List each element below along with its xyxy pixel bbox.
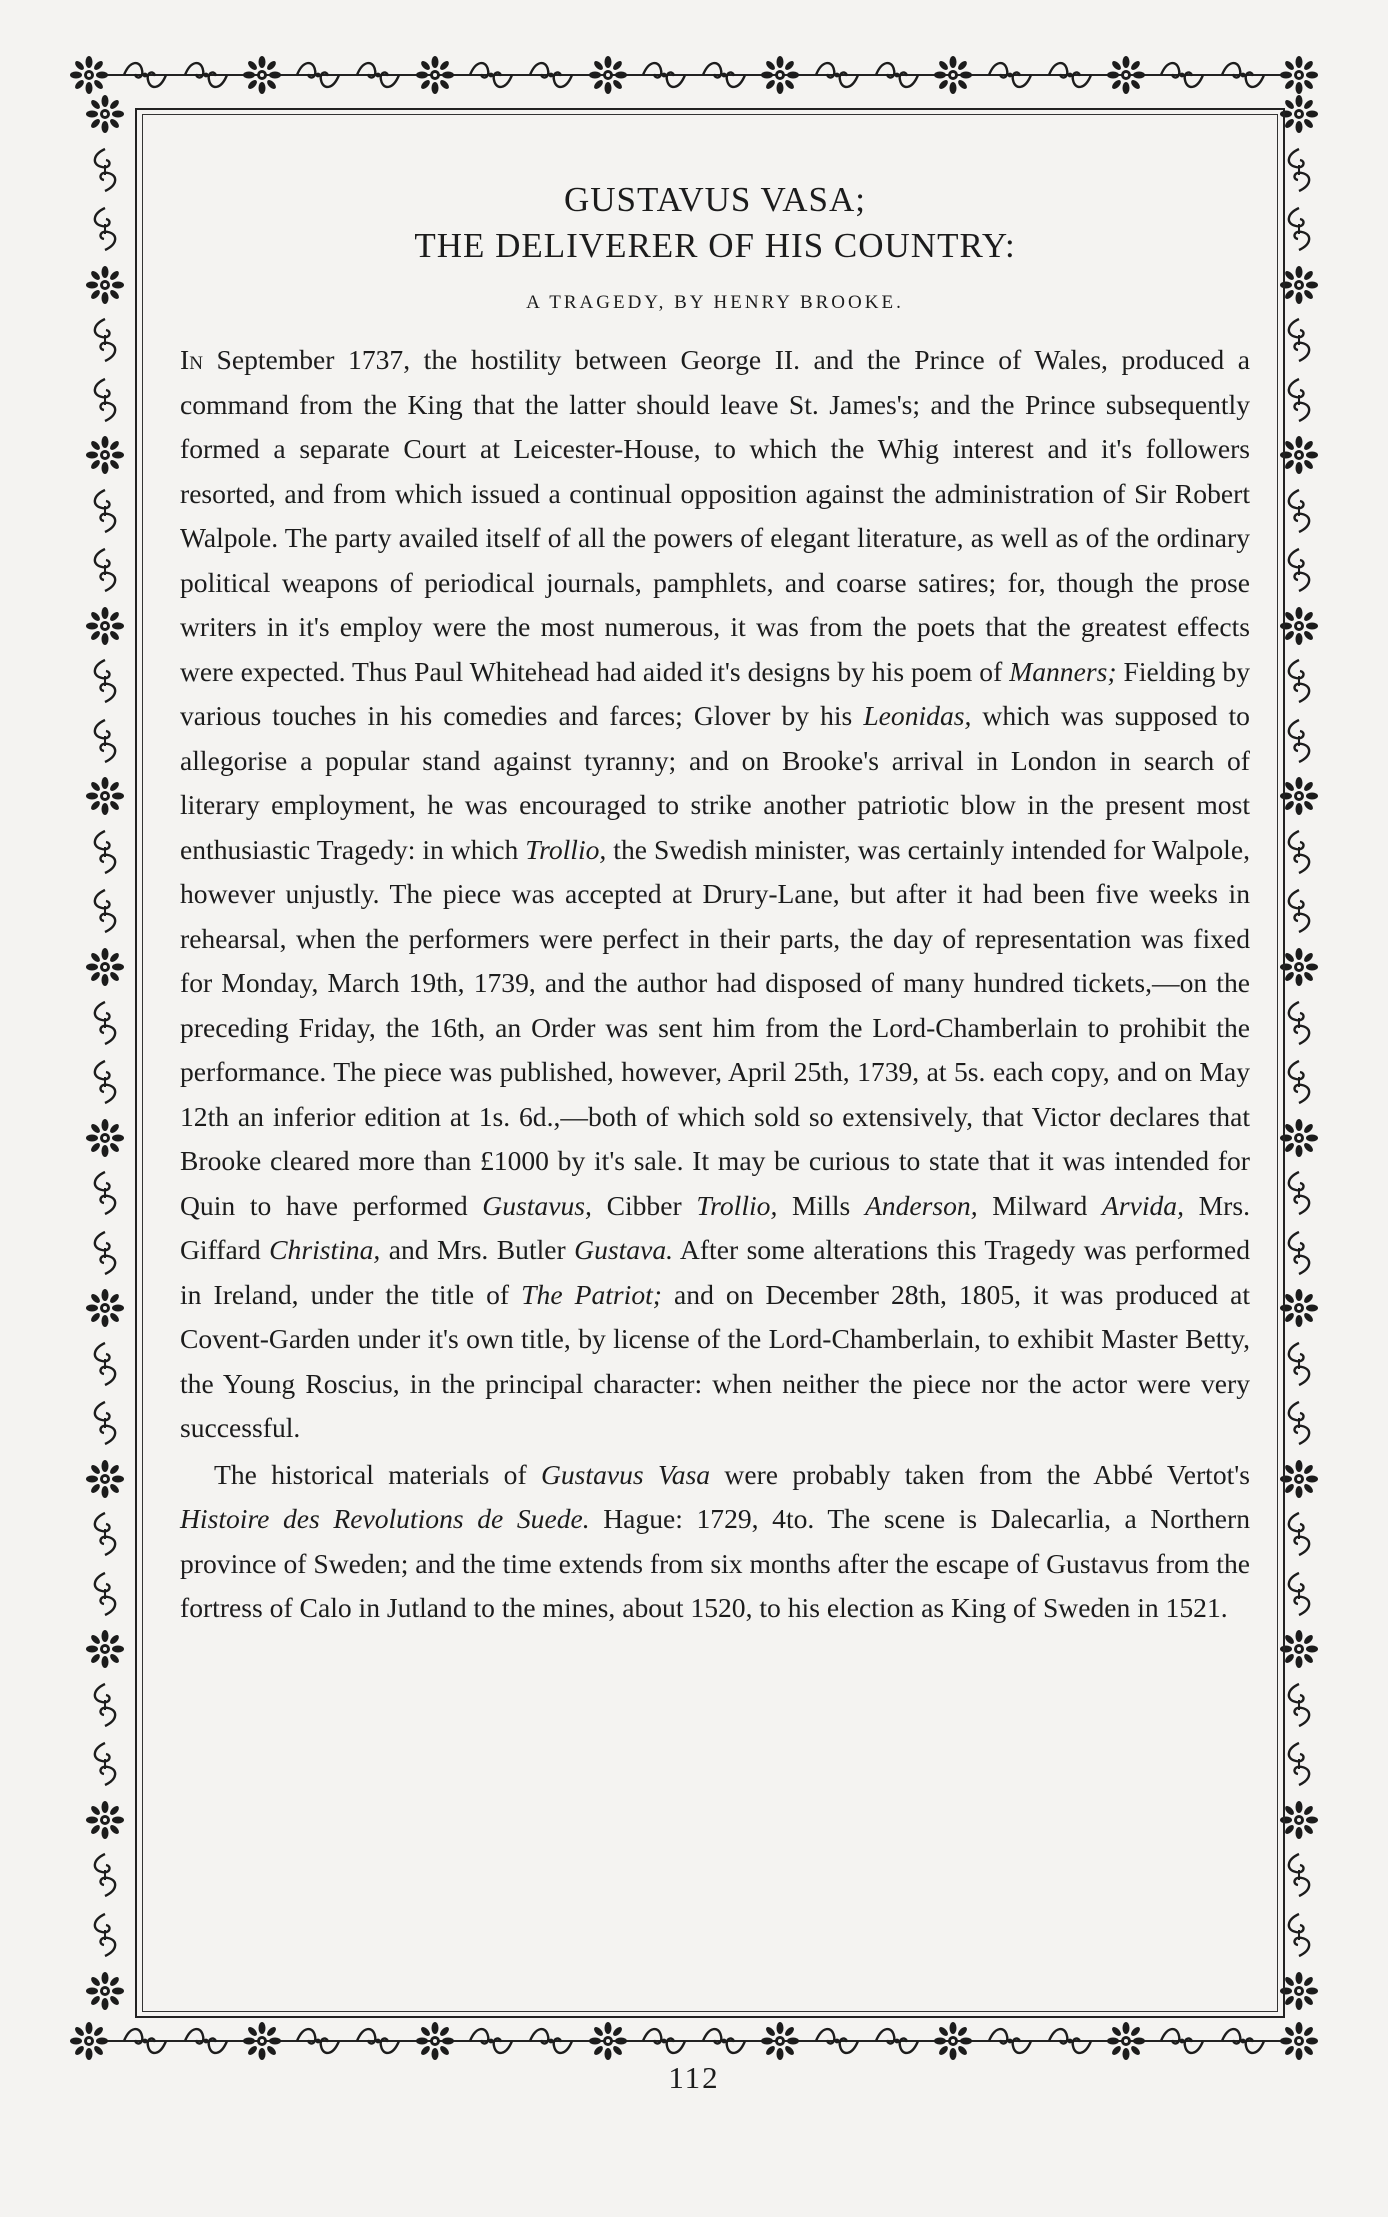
flower-ornament-icon [934, 2022, 972, 2060]
flower-ornament-icon [1280, 2022, 1318, 2060]
flower-ornament-icon [86, 948, 124, 986]
flower-ornament-icon [761, 56, 799, 94]
scroll-ornament-icon [1047, 52, 1093, 98]
flower-ornament-icon [1280, 607, 1318, 645]
flower-ornament-icon [1280, 1972, 1318, 2010]
p1-text-mills: Mills [777, 1189, 865, 1221]
scroll-ornament-icon [88, 1000, 122, 1046]
flower-ornament-icon [1280, 1801, 1318, 1839]
scroll-ornament-icon [88, 829, 122, 875]
scroll-ornament-icon [88, 658, 122, 704]
scroll-ornament-icon [88, 317, 122, 363]
ornament-border-left [70, 95, 140, 2010]
flower-ornament-icon [86, 1972, 124, 2010]
flower-ornament-icon [1280, 948, 1318, 986]
p1-text-d: the Swedish minister, was certainly intended for Walpole, however unjustly. The piece was accepted at Drury-Lane, but after it had been five weeks in rehearsal, when the performers were perfect in their parts, the day of representation was fixed for Monday, March 19th, 1739, and the author had disposed of many hundred tickets,—on the preceding Friday, the 16th, an Order was sent him from the Lord-Chamberlain to prohibit the performance. The piece was published, however, April 25th, 1739, at 5s. each copy, and on May 12th an inferior edition at 1s. 6d.,—both of which sold so extensively, that Victor declares that Brooke cleared more than £1000 by it's sale. It may be curious to state that it was intended for Quin to have performed [180, 833, 1250, 1221]
p1-text-e: After some alterations this Tragedy was performed in Ireland, under the title of [180, 1234, 1250, 1310]
scroll-ornament-icon [1047, 2018, 1093, 2064]
scroll-ornament-icon [88, 718, 122, 764]
p2-italic-gustavus-vasa: Gustavus Vasa [540, 1458, 711, 1490]
scroll-ornament-icon [468, 2018, 514, 2064]
p2-text-a: The historical materials of [214, 1458, 541, 1490]
scroll-ornament-icon [295, 52, 341, 98]
scroll-ornament-icon [1282, 1511, 1316, 1557]
scroll-ornament-icon [1282, 1341, 1316, 1387]
scroll-ornament-icon [88, 1511, 122, 1557]
p1-italic-anderson: Anderson, [864, 1189, 978, 1221]
flower-ornament-icon [86, 1289, 124, 1327]
p1-italic-leonidas: Leonidas, [863, 700, 972, 731]
scroll-ornament-icon [88, 1741, 122, 1787]
scroll-ornament-icon [814, 52, 860, 98]
flower-ornament-icon [1280, 777, 1318, 815]
scroll-ornament-icon [641, 52, 687, 98]
flower-ornament-icon [243, 56, 281, 94]
scroll-ornament-icon [1282, 1912, 1316, 1958]
scroll-ornament-icon [122, 2018, 168, 2064]
paragraph-1 [180, 338, 1250, 1451]
flower-ornament-icon [86, 436, 124, 474]
p1-italic-gustava: Gustava. [574, 1234, 674, 1265]
p1-italic-trollio: Trollio, [525, 833, 607, 865]
scroll-ornament-icon [295, 2018, 341, 2064]
flower-ornament-icon [1280, 436, 1318, 474]
dropcap: In [180, 344, 203, 375]
p2-text-b: were probably taken from the Abbé Vertot's [710, 1458, 1250, 1490]
scroll-ornament-icon [1220, 2018, 1266, 2064]
scroll-ornament-icon [88, 1059, 122, 1105]
scroll-ornament-icon [355, 52, 401, 98]
flower-ornament-icon [1280, 1630, 1318, 1668]
p1-italic-christina: Christina, [269, 1234, 381, 1265]
page-number: 112 [668, 2060, 720, 2095]
scroll-ornament-icon [468, 52, 514, 98]
scroll-ornament-icon [987, 52, 1033, 98]
scroll-ornament-icon [88, 1341, 122, 1387]
scroll-ornament-icon [122, 52, 168, 98]
scroll-ornament-icon [1282, 1682, 1316, 1728]
scroll-ornament-icon [88, 547, 122, 593]
flower-ornament-icon [70, 56, 108, 94]
p1-text-cibber: Cibber [591, 1189, 697, 1221]
scroll-ornament-icon [987, 2018, 1033, 2064]
flower-ornament-icon [416, 2022, 454, 2060]
flower-ornament-icon [1280, 1460, 1318, 1498]
scroll-ornament-icon [1282, 1000, 1316, 1046]
scroll-ornament-icon [88, 488, 122, 534]
scroll-ornament-icon [1282, 1852, 1316, 1898]
flower-ornament-icon [589, 2022, 627, 2060]
scroll-ornament-icon [1282, 488, 1316, 534]
scroll-ornament-icon [1282, 1741, 1316, 1787]
flower-ornament-icon [589, 56, 627, 94]
scroll-ornament-icon [874, 2018, 920, 2064]
scroll-ornament-icon [641, 2018, 687, 2064]
flower-ornament-icon [1280, 95, 1318, 133]
scroll-ornament-icon [1282, 1230, 1316, 1276]
p2-italic-histoire: Histoire des Revolutions de Suede. [180, 1503, 590, 1534]
scroll-ornament-icon [1282, 888, 1316, 934]
scroll-ornament-icon [183, 2018, 229, 2064]
flower-ornament-icon [86, 1630, 124, 1668]
title-line-1: GUSTAVUS VASA; [564, 180, 866, 219]
scroll-ornament-icon [88, 1912, 122, 1958]
scroll-ornament-icon [1282, 658, 1316, 704]
scroll-ornament-icon [183, 52, 229, 98]
scroll-ornament-icon [1282, 1059, 1316, 1105]
scroll-ornament-icon [1282, 377, 1316, 423]
flower-ornament-icon [1107, 56, 1145, 94]
flower-ornament-icon [761, 2022, 799, 2060]
scroll-ornament-icon [1159, 52, 1205, 98]
scroll-ornament-icon [1282, 147, 1316, 193]
flower-ornament-icon [86, 266, 124, 304]
flower-ornament-icon [86, 1801, 124, 1839]
scroll-ornament-icon [88, 377, 122, 423]
flower-ornament-icon [86, 777, 124, 815]
scroll-ornament-icon [701, 2018, 747, 2064]
scroll-ornament-icon [88, 1571, 122, 1617]
scroll-ornament-icon [88, 1400, 122, 1446]
flower-ornament-icon [86, 607, 124, 645]
scroll-ornament-icon [1282, 1400, 1316, 1446]
scroll-ornament-icon [1282, 547, 1316, 593]
scroll-ornament-icon [1282, 829, 1316, 875]
scroll-ornament-icon [1282, 1571, 1316, 1617]
p1-text-a: September 1737, the hostility between George II. and the Prince of Wales, produced a command from the King that the latter should leave St. James's; and the Prince subsequently formed a separate Court at Leicester-House, to which the Whig interest and it's followers resorted, and from which issued a continual opposition against the administration of Sir Robert Walpole. The party availed itself of all the powers of elegant literature, as well as of the ordinary political weapons of periodical journals, pamphlets, and coarse satires; for, though the prose writers in it's employ were the most numerous, it was from the poets that the greatest effects were expected. Thus Paul Whitehead had aided it's designs by his poem of [180, 344, 1250, 687]
scroll-ornament-icon [88, 206, 122, 252]
flower-ornament-icon [243, 2022, 281, 2060]
scroll-ornament-icon [1282, 206, 1316, 252]
p1-text-giffard: Mrs. Giffard [180, 1189, 1251, 1265]
flower-ornament-icon [1280, 56, 1318, 94]
scroll-ornament-icon [1159, 2018, 1205, 2064]
scroll-ornament-icon [355, 2018, 401, 2064]
p1-text-b: Fielding by various touches in his comedies and farces; Glover by his [180, 655, 1251, 731]
scroll-ornament-icon [814, 2018, 860, 2064]
scroll-ornament-icon [528, 52, 574, 98]
flower-ornament-icon [1280, 266, 1318, 304]
p1-italic-gustavus: Gustavus, [482, 1189, 592, 1221]
page-content [180, 160, 1250, 1631]
flower-ornament-icon [1107, 2022, 1145, 2060]
p2-text-end: Hague: 1729, 4to. The scene is Dalecarlia, a Northern province of Sweden; and the time extends from six months after the escape of Gustavus from the fortress of Calo in Jutland to the mines, about 1520, to his election as King of Sweden in 1521. [180, 1503, 1250, 1623]
scroll-ornament-icon [874, 52, 920, 98]
p1-text-butler: and Mrs. Butler [380, 1234, 575, 1265]
scroll-ornament-icon [88, 147, 122, 193]
paragraph-2 [180, 1453, 1250, 1631]
scroll-ornament-icon [88, 1230, 122, 1276]
scroll-ornament-icon [88, 1682, 122, 1728]
flower-ornament-icon [70, 2022, 108, 2060]
p1-italic-trollio-2: Trollio, [696, 1189, 778, 1221]
scroll-ornament-icon [1282, 1170, 1316, 1216]
flower-ornament-icon [86, 1460, 124, 1498]
p1-italic-manners: Manners; [1009, 655, 1117, 687]
p1-italic-arvida: Arvida, [1101, 1189, 1184, 1221]
p1-text-milward: Milward [977, 1189, 1102, 1221]
flower-ornament-icon [416, 56, 454, 94]
scroll-ornament-icon [88, 1852, 122, 1898]
scroll-ornament-icon [1282, 718, 1316, 764]
flower-ornament-icon [1280, 1119, 1318, 1157]
scroll-ornament-icon [88, 888, 122, 934]
flower-ornament-icon [86, 95, 124, 133]
flower-ornament-icon [1280, 1289, 1318, 1327]
flower-ornament-icon [934, 56, 972, 94]
scroll-ornament-icon [701, 52, 747, 98]
scroll-ornament-icon [88, 1170, 122, 1216]
ornament-border-top [70, 40, 1318, 110]
flower-ornament-icon [86, 1119, 124, 1157]
p1-italic-patriot: The Patriot; [521, 1278, 662, 1310]
subtitle: A TRAGEDY, BY HENRY BROOKE. [526, 292, 904, 313]
p1-text-c: which was supposed to allegorise a popular stand against tyranny; and on Brooke's arrival in London in search of literary employment, he was encouraged to strike another patriotic blow in the present most enthusiastic Tragedy: in which [180, 700, 1250, 865]
title-line-2: THE DELIVERER OF HIS COUNTRY: [414, 226, 1016, 265]
p1-text-end: and on December 28th, 1805, it was produced at Covent-Garden under it's own title, by license of the Lord-Chamberlain, to exhibit Master Betty, the Young Roscius, in the principal character: when neither the piece nor the actor were very successful. [180, 1278, 1250, 1443]
scroll-ornament-icon [1282, 317, 1316, 363]
scroll-ornament-icon [1220, 52, 1266, 98]
scroll-ornament-icon [528, 2018, 574, 2064]
